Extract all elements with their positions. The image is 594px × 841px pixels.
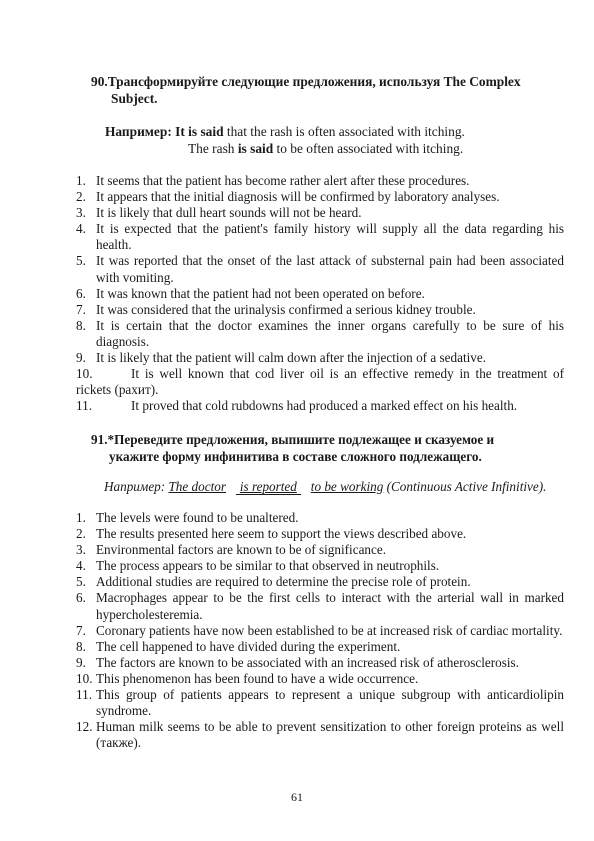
list-item <box>76 398 564 414</box>
item-text: Environmental factors are known to be of significance. <box>96 542 387 558</box>
item-text: This group of patients appears to represent a unique subgroup with anticardiolipin syndrome. <box>96 687 564 719</box>
item-number: 7. <box>76 622 86 638</box>
list-item <box>76 302 564 318</box>
item-text: It is well known that cod liver oil is an effective remedy in the treatment of rickets (рахит). <box>76 366 564 398</box>
item-text: It appears that the initial diagnosis will be confirmed by laboratory analyses. <box>96 189 500 205</box>
exercise-90-title <box>91 73 563 107</box>
example-row-2 <box>105 140 465 157</box>
item-number: 12. <box>76 719 93 735</box>
example-2-rest: to be often associated with itching. <box>273 141 464 156</box>
item-text: It is likely that dull heart sounds will not be heard. <box>96 205 362 221</box>
item-number: 5. <box>76 253 86 269</box>
item-number: 9. <box>76 350 86 366</box>
exercise-91-list <box>76 510 564 751</box>
item-number: 6. <box>76 590 86 606</box>
list-item <box>76 590 564 622</box>
item-number: 1. <box>76 173 86 188</box>
item-text: Human milk seems to be able to prevent sensitization to other foreign proteins as well (также). <box>96 719 564 751</box>
exercise-90-title-line1: 90.Трансформируйте следующие предложения, используя The Complex <box>91 74 521 89</box>
item-number: 3. <box>76 205 86 221</box>
list-item <box>76 253 564 285</box>
example-note: (Continuous Active Infinitive). <box>383 479 547 494</box>
item-text: It seems that the patient has become rather alert after these procedures. <box>96 173 470 188</box>
item-text: The levels were found to be unaltered. <box>96 510 299 525</box>
item-text: It is likely that the patient will calm down after the injection of a sedative. <box>96 350 487 366</box>
list-item <box>76 173 564 189</box>
list-item <box>76 687 564 719</box>
list-item <box>76 366 564 398</box>
example-1-keyword: It is said <box>175 124 224 139</box>
list-item <box>76 189 564 205</box>
item-text: The cell happened to have divided during the experiment. <box>96 638 401 654</box>
example-1-rest: that the rash is often associated with itching. <box>223 124 465 139</box>
list-item <box>76 286 564 302</box>
item-text: The process appears to be similar to that observed in neutrophils. <box>96 558 440 574</box>
example-2-start: The rash <box>188 141 238 156</box>
list-item <box>76 671 564 687</box>
item-number: 5. <box>76 574 86 590</box>
list-item <box>76 205 564 221</box>
item-number: 2. <box>76 526 86 542</box>
item-number: 8. <box>76 317 86 333</box>
exercise-90-example <box>105 123 465 157</box>
item-number: 4. <box>76 221 86 237</box>
item-text: It was known that the patient had not been operated on before. <box>96 285 425 301</box>
item-number: 6. <box>76 285 86 301</box>
item-text: It is expected that the patient's family history will supply all the data regarding his health. <box>96 221 564 253</box>
list-item <box>76 574 564 590</box>
example-subject: The doctor <box>168 479 226 494</box>
list-item <box>76 318 564 350</box>
exercise-91-example <box>104 478 546 495</box>
item-number: 8. <box>76 638 86 654</box>
exercise-91-title-line1: 91.*Переведите предложения, выпишите подлежащее и сказуемое и <box>91 432 495 447</box>
item-text: This phenomenon has been found to have a wide occurrence. <box>96 670 419 686</box>
example-predicate: is reported <box>236 479 301 495</box>
item-text: It was reported that the onset of the last attack of substernal pain had been associated with vomiting. <box>96 253 564 285</box>
item-text: It proved that cold rubdowns had produced a marked effect on his health. <box>131 398 518 414</box>
item-number: 4. <box>76 558 86 574</box>
item-text: The results presented here seem to support the views described above. <box>96 526 467 542</box>
item-number: 2. <box>76 189 86 205</box>
list-item <box>76 655 564 671</box>
list-item <box>76 719 564 751</box>
list-item <box>76 542 564 558</box>
example-label: Например: <box>104 479 169 494</box>
list-item <box>76 623 564 639</box>
item-text: The factors are known to be associated with an increased risk of atherosclerosis. <box>96 654 519 670</box>
exercise-90-list <box>76 173 564 414</box>
list-item <box>76 558 564 574</box>
exercise-90-title-line2: Subject. <box>111 91 158 106</box>
item-number: 11. <box>76 398 92 414</box>
item-number: 3. <box>76 542 86 558</box>
item-text: It is certain that the doctor examines the inner organs carefully to be sure of his diagnosis. <box>96 317 564 349</box>
list-item <box>76 510 564 526</box>
example-label: Например: <box>105 124 172 139</box>
example-infinitive: to be working <box>310 479 384 494</box>
example-row-1 <box>105 123 465 140</box>
item-number: 10. <box>76 670 93 686</box>
item-number: 9. <box>76 654 86 670</box>
item-number: 10. <box>76 366 93 382</box>
example-2-keyword: is said <box>237 141 274 156</box>
item-number: 11. <box>76 687 92 703</box>
item-text: Macrophages appear to be the first cells to interact with the arterial wall in marked hypercholesteremia. <box>96 590 564 622</box>
list-item <box>76 526 564 542</box>
exercise-91-title <box>91 431 563 465</box>
exercise-91-title-line2: укажите форму инфинитива в составе сложного подлежащего. <box>109 449 482 464</box>
list-item <box>76 221 564 253</box>
item-text: Additional studies are required to determine the precise role of protein. <box>96 574 471 590</box>
item-text: It was considered that the urinalysis confirmed a serious kidney trouble. <box>96 301 476 317</box>
item-text: Coronary patients have now been established to be at increased risk of cardiac mortality. <box>96 622 563 638</box>
list-item <box>76 639 564 655</box>
page-number: 61 <box>291 790 303 804</box>
item-number: 7. <box>76 301 86 317</box>
list-item <box>76 350 564 366</box>
item-number: 1. <box>76 510 86 525</box>
